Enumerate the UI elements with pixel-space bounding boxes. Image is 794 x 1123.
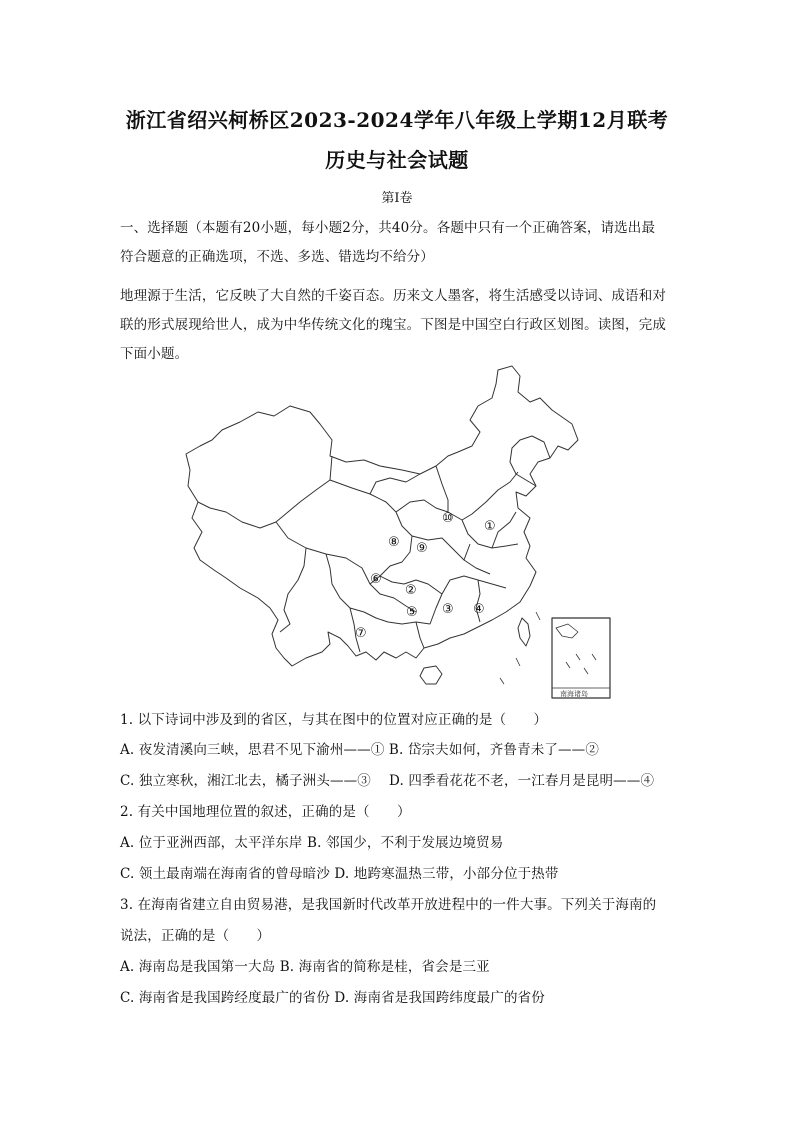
instruction-line1: 一、选择题（本题有20小题，每小题2分，共40分。各题中只有一个正确答案，请选出最 — [120, 220, 656, 236]
marker-4: ④ — [473, 602, 485, 617]
question-1-option-ab: A. 夜发清溪向三峡，思君不见下渝州——① B. 岱宗夫如何，齐鲁青未了——② — [120, 742, 599, 758]
intro-line1: 地理源于生活，它反映了大自然的千姿百态。历来文人墨客，将生活感受以诗词、成语和对 — [120, 288, 666, 304]
marker-10: ⑩ — [442, 511, 454, 526]
question-2-option-cd: C. 领土最南端在海南省的曾母暗沙 D. 地跨寒温热三带，小部分位于热带 — [120, 866, 559, 882]
south-china-sea-inset — [552, 618, 610, 698]
marker-6: ⑥ — [370, 572, 382, 587]
marker-7: ⑦ — [355, 626, 367, 641]
question-3-stem-line1: 3. 在海南省建立自由贸易港，是我国新时代改革开放进程中的一件大事。下列关于海南的 — [120, 897, 657, 913]
map-hainan — [420, 666, 442, 684]
exam-title-line1: 浙江省绍兴柯桥区2023-2024学年八年级上学期12月联考 — [125, 108, 669, 132]
question-3-option-cd: C. 海南省是我国跨经度最广的省份 D. 海南省是我国跨纬度最广的省份 — [120, 990, 545, 1006]
instruction-line2: 符合题意的正确选项，不选、多选、错选均不给分） — [120, 249, 434, 265]
marker-5: ⑤ — [406, 605, 418, 620]
map-taiwan — [518, 618, 530, 646]
question-1-stem: 1. 以下诗词中涉及到的省区，与其在图中的位置对应正确的是（ ） — [120, 712, 548, 728]
exam-title-line2: 历史与社会试题 — [325, 148, 469, 172]
marker-9: ⑨ — [416, 541, 428, 556]
map-national-border — [186, 366, 578, 666]
volume-label: 第Ⅰ卷 — [381, 191, 413, 206]
intro-line2: 联的形式展现给世人，成为中华传统文化的瑰宝。下图是中国空白行政区划图。读图，完成 — [120, 317, 666, 333]
question-2-option-ab: A. 位于亚洲西部，太平洋东岸 B. 邻国少，不利于发展边境贸易 — [120, 835, 504, 851]
marker-8: ⑧ — [388, 535, 400, 550]
inset-label: 南海诸岛 — [560, 690, 588, 698]
marker-3: ③ — [442, 602, 454, 617]
question-3-option-ab: A. 海南岛是我国第一大岛 B. 海南省的简称是桂，省会是三亚 — [120, 959, 490, 975]
question-1-option-cd: C. 独立寒秋，湘江北去，橘子洲头——③ D. 四季看花花不老，一江春月是昆明——④ — [120, 773, 655, 789]
marker-2: ② — [405, 583, 417, 598]
marker-1: ① — [484, 519, 496, 534]
intro-line3: 下面小题。 — [120, 346, 189, 362]
question-2-stem: 2. 有关中国地理位置的叙述，正确的是（ ） — [120, 804, 411, 820]
map-province-lines — [198, 436, 550, 652]
question-3-stem-line2: 说法，正确的是（ ） — [120, 928, 271, 944]
china-province-map — [180, 362, 625, 702]
